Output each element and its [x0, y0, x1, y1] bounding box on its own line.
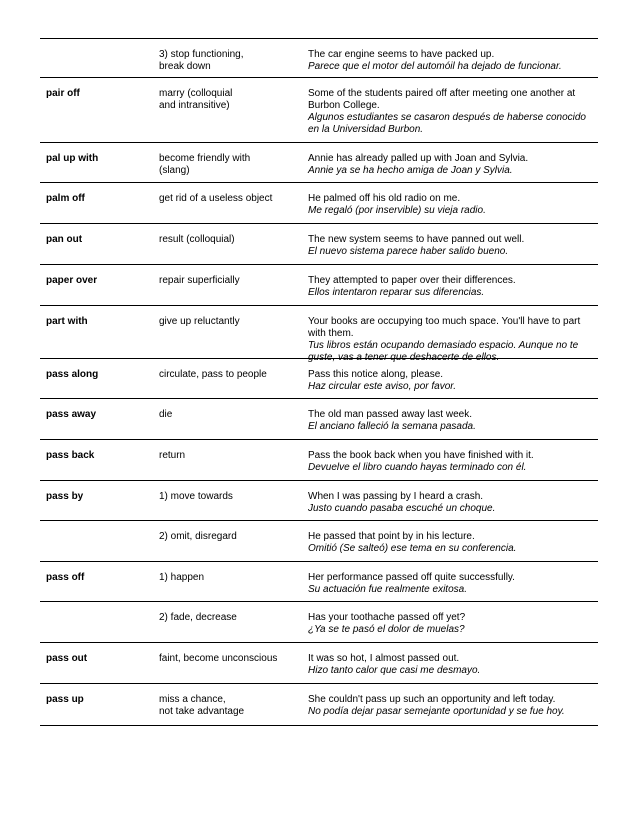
- verb-meaning: give up reluctantly: [159, 316, 240, 327]
- example-spanish: Ellos intentaron reparar sus diferencias.: [308, 287, 485, 298]
- verb-meaning: repair superficially: [159, 275, 240, 286]
- example-cell: [308, 153, 598, 177]
- example-english: Some of the students paired off after meeting one another at Burbon College.: [308, 88, 576, 111]
- example-cell: [308, 234, 598, 258]
- table-row: [40, 683, 598, 726]
- table-row: [40, 398, 598, 439]
- verb-meaning: marry (colloquial and intransitive): [159, 88, 233, 111]
- table-row: [40, 480, 598, 520]
- example-spanish: ¿Ya se te pasó el dolor de muelas?: [308, 624, 465, 635]
- example-english: It was so hot, I almost passed out.: [308, 653, 460, 664]
- verb-meaning: 1) move towards: [159, 491, 233, 502]
- example-cell: [308, 275, 598, 299]
- table-row: [40, 642, 598, 683]
- example-english: Annie has already palled up with Joan and Sylvia.: [308, 153, 529, 164]
- verb-meaning: return: [159, 450, 186, 461]
- verb-meaning: become friendly with (slang): [159, 153, 251, 176]
- verb-meaning: 2) fade, decrease: [159, 612, 237, 623]
- table-row: [40, 264, 598, 305]
- phrasal-verb: pass by: [46, 491, 84, 502]
- phrasal-verb-table: [40, 38, 598, 726]
- table-row: [40, 182, 598, 223]
- example-english: The old man passed away last week.: [308, 409, 472, 420]
- example-cell: [308, 409, 598, 433]
- example-english: The car engine seems to have packed up.: [308, 49, 495, 60]
- table-row: [40, 358, 598, 398]
- example-english: She couldn't pass up such an opportunity and left today.: [308, 694, 556, 705]
- example-spanish: Omitió (Se salteó) ese tema en su conferencia.: [308, 543, 517, 554]
- example-english: Your books are occupying too much space. You'll have to part with them.: [308, 316, 581, 339]
- example-spanish: Parece que el motor del automóil ha dejado de funcionar.: [308, 61, 562, 72]
- verb-meaning: circulate, pass to people: [159, 369, 267, 380]
- example-spanish: El anciano falleció la semana pasada.: [308, 421, 476, 432]
- verb-meaning: 1) happen: [159, 572, 205, 583]
- example-english: He passed that point by in his lecture.: [308, 531, 475, 542]
- phrasal-verb: pan out: [46, 234, 83, 245]
- phrasal-verb: pass back: [46, 450, 95, 461]
- example-cell: [308, 572, 598, 596]
- verb-meaning: get rid of a useless object: [159, 193, 273, 204]
- table-row: [40, 142, 598, 182]
- example-spanish: Haz circular este aviso, por favor.: [308, 381, 457, 392]
- verb-meaning: miss a chance, not take advantage: [159, 694, 245, 717]
- example-cell: [308, 612, 598, 636]
- example-spanish: Annie ya se ha hecho amiga de Joan y Sylvia.: [308, 165, 513, 176]
- phrasal-verb: pass off: [46, 572, 85, 583]
- table-row: [40, 223, 598, 264]
- verb-meaning: 2) omit, disregard: [159, 531, 237, 542]
- verb-meaning: result (colloquial): [159, 234, 235, 245]
- example-cell: [308, 193, 598, 217]
- example-spanish: El nuevo sistema parece haber salido bueno.: [308, 246, 509, 257]
- phrasal-verb: pass up: [46, 694, 84, 705]
- example-cell: [308, 450, 598, 474]
- verb-meaning: die: [159, 409, 173, 420]
- table-row: [40, 561, 598, 601]
- phrasal-verb: pass along: [46, 369, 99, 380]
- example-spanish: Algunos estudiantes se casaron después de haberse conocido en la Universidad Burbon.: [308, 112, 586, 135]
- example-cell: [308, 369, 598, 393]
- example-english: Pass this notice along, please.: [308, 369, 444, 380]
- example-english: He palmed off his old radio on me.: [308, 193, 461, 204]
- example-cell: [308, 694, 598, 718]
- example-spanish: Me regaló (por inservible) su vieja radio.: [308, 205, 486, 216]
- example-cell: [308, 653, 598, 677]
- example-english: Her performance passed off quite successfully.: [308, 572, 515, 583]
- example-english: They attempted to paper over their differences.: [308, 275, 516, 286]
- example-cell: [308, 531, 598, 555]
- table-row: [40, 520, 598, 561]
- example-english: Pass the book back when you have finished with it.: [308, 450, 534, 461]
- example-cell: [308, 316, 598, 364]
- example-spanish: Hizo tanto calor que casi me desmayo.: [308, 665, 481, 676]
- example-cell: [308, 88, 598, 136]
- phrasal-verb: pair off: [46, 88, 80, 99]
- example-spanish: No podía dejar pasar semejante oportunidad y se fue hoy.: [308, 706, 565, 717]
- phrasal-verb: palm off: [46, 193, 85, 204]
- phrasal-verb: pass away: [46, 409, 97, 420]
- table-row: [40, 439, 598, 480]
- example-spanish: Tus libros están ocupando demasiado espacio. Aunque no te guste, vas a tener que deshacerte de ellos.: [308, 340, 579, 363]
- example-english: Has your toothache passed off yet?: [308, 612, 466, 623]
- verb-meaning: faint, become unconscious: [159, 653, 278, 664]
- table-row: [40, 305, 598, 363]
- example-cell: [308, 491, 598, 515]
- phrasal-verb: pass out: [46, 653, 88, 664]
- example-english: When I was passing by I heard a crash.: [308, 491, 484, 502]
- example-english: The new system seems to have panned out well.: [308, 234, 525, 245]
- example-spanish: Devuelve el libro cuando hayas terminado con él.: [308, 462, 527, 473]
- table-row: [40, 38, 598, 77]
- phrasal-verb: paper over: [46, 275, 98, 286]
- table-row: [40, 601, 598, 642]
- example-cell: [308, 49, 598, 73]
- phrasal-verb: part with: [46, 316, 88, 327]
- example-spanish: Justo cuando pasaba escuché un choque.: [308, 503, 496, 514]
- verb-meaning: 3) stop functioning, break down: [159, 49, 244, 72]
- example-spanish: Su actuación fue realmente exitosa.: [308, 584, 467, 595]
- table-row: [40, 77, 598, 142]
- phrasal-verb: pal up with: [46, 153, 99, 164]
